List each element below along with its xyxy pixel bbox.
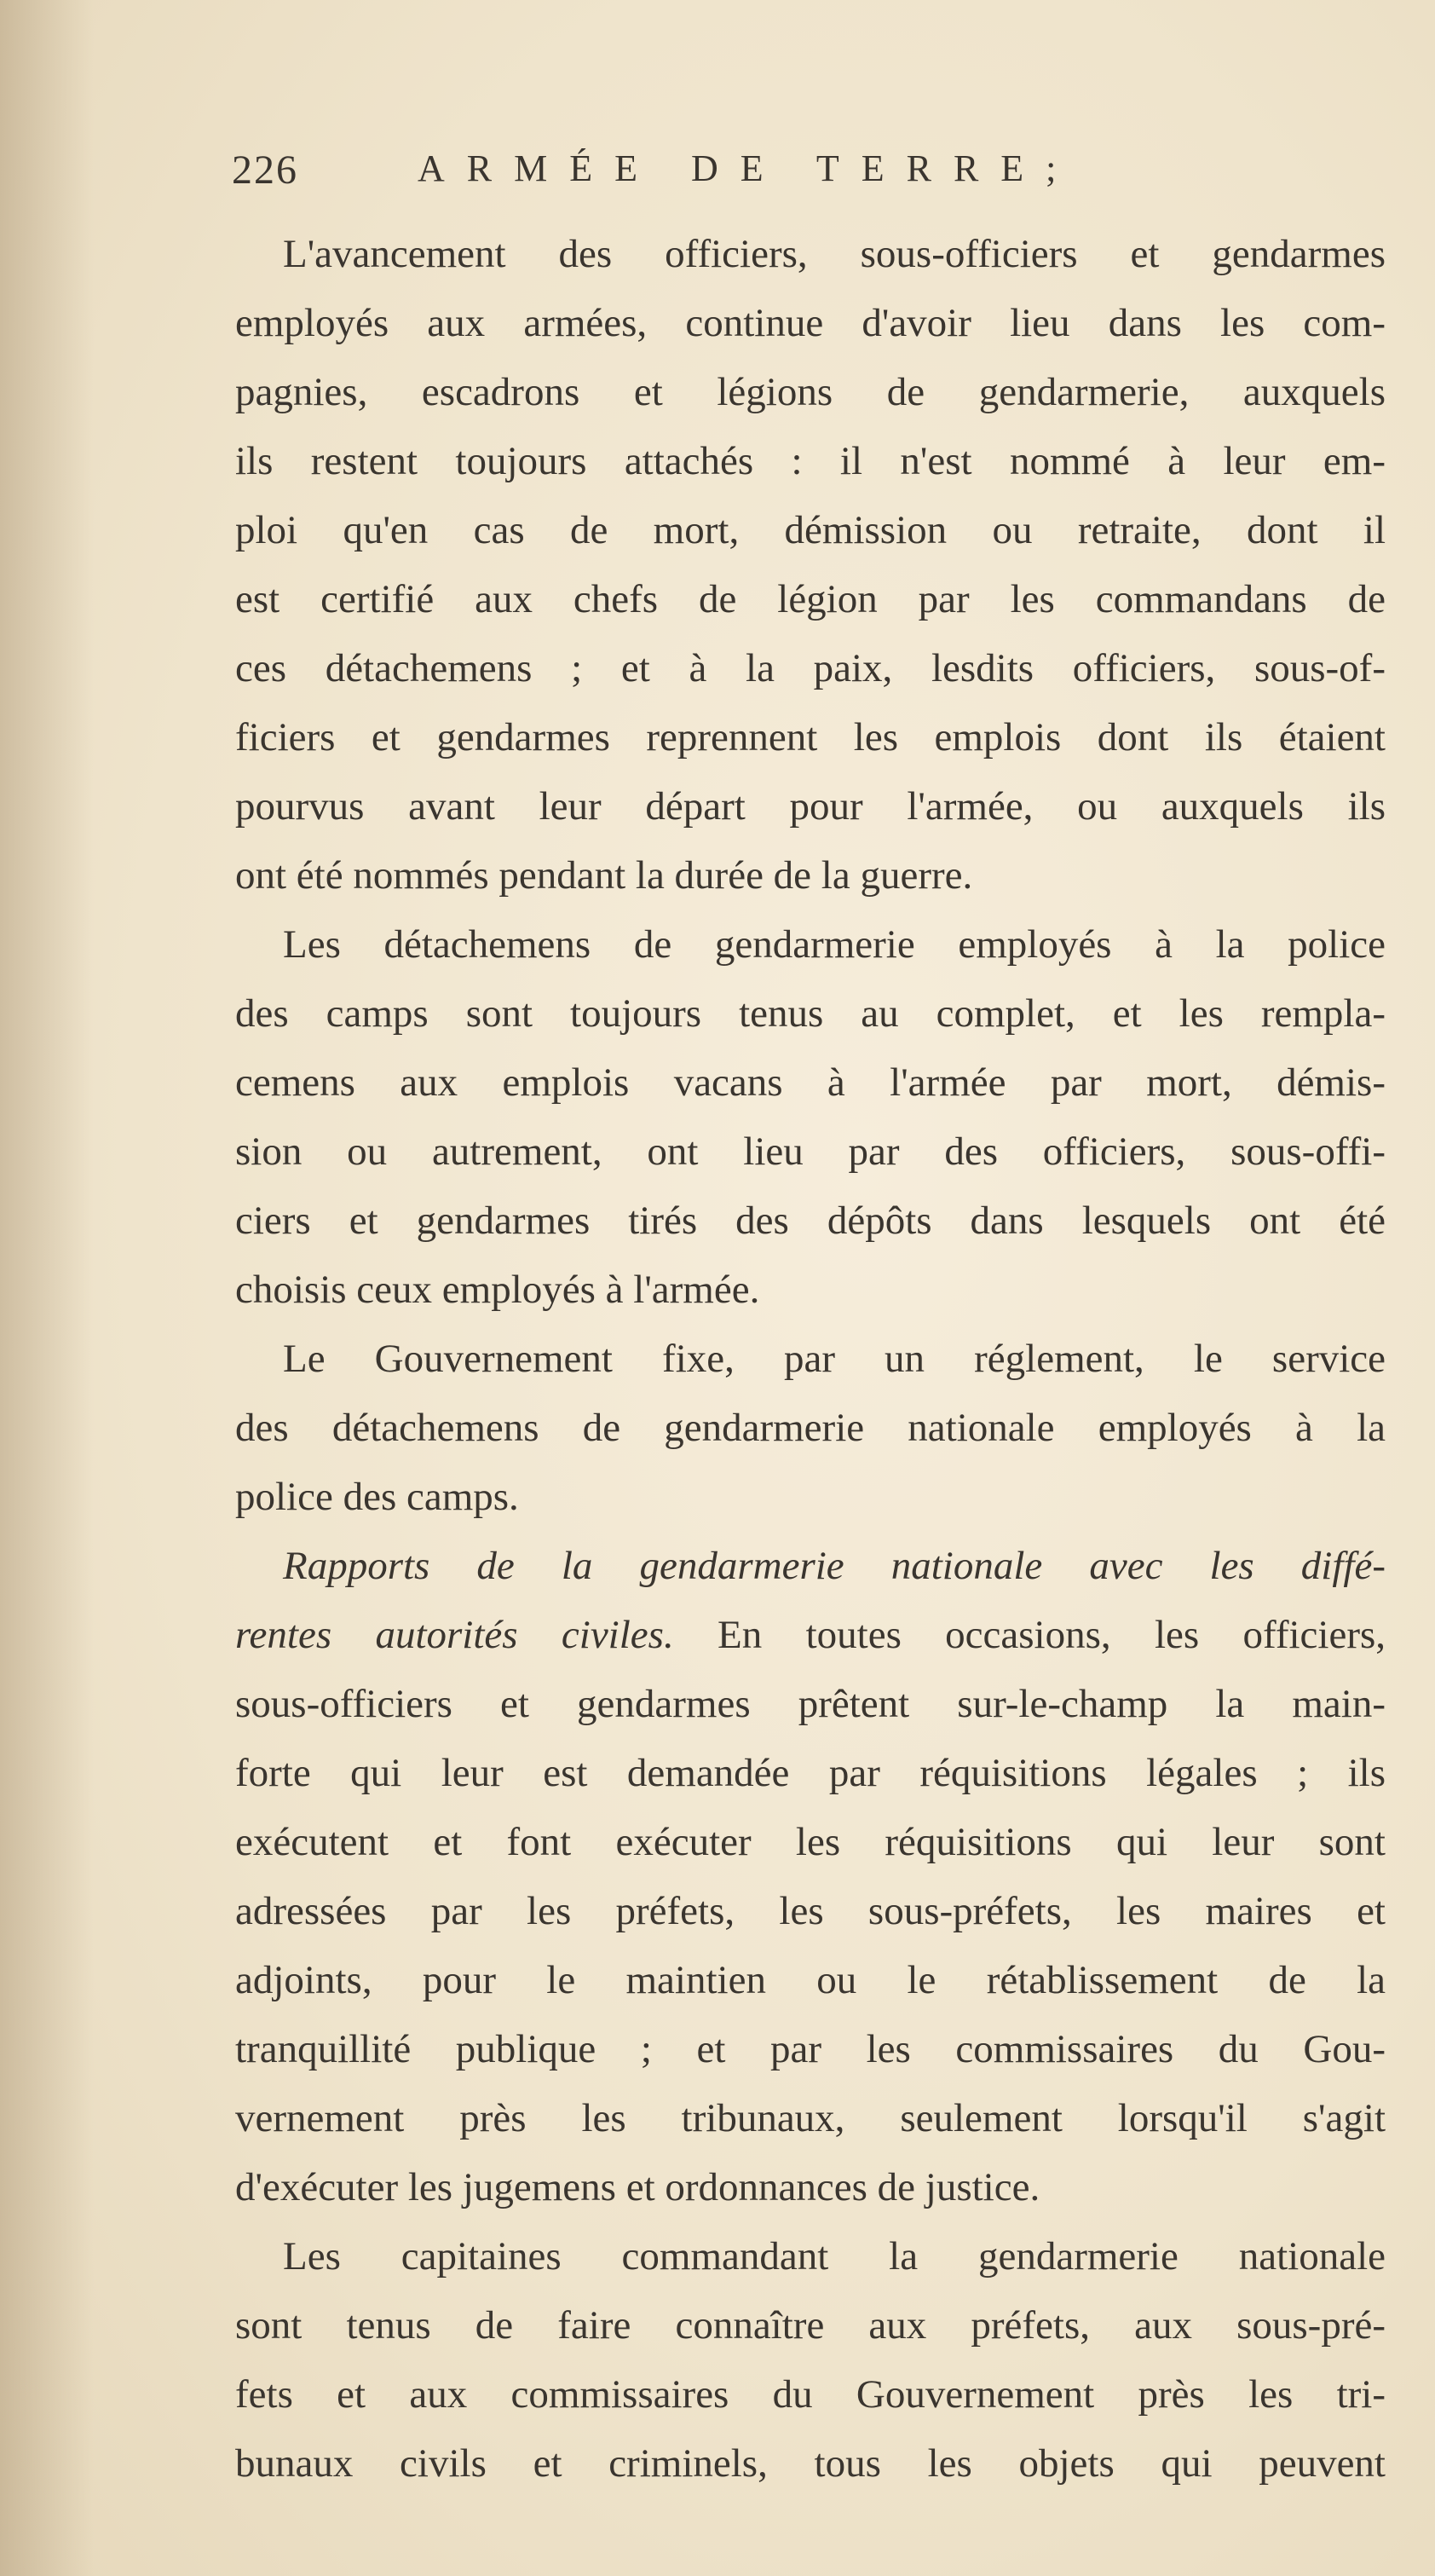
text-line: fets et aux commissaires du Gouvernement près les tri- — [235, 2372, 1386, 2417]
text-line: adjoints, pour le maintien ou le rétablissement de la — [235, 1958, 1386, 2002]
text-line: des détachemens de gendarmerie nationale employés à la — [235, 1406, 1386, 1450]
text-line: ils restent toujours attachés : il n'est nommé à leur em- — [235, 439, 1386, 483]
text-line: sous-officiers et gendarmes prêtent sur-le-champ la main- — [235, 1682, 1386, 1726]
text-line: sont tenus de faire connaître aux préfets, aux sous-pré- — [235, 2303, 1386, 2348]
text-line: ces détachemens ; et à la paix, lesdits officiers, sous-of- — [235, 646, 1386, 690]
text-line: ont été nommés pendant la durée de la guerre. — [235, 853, 973, 898]
running-head: ARMÉE DE TERRE; — [418, 147, 1079, 189]
text-line: vernement près les tribunaux, seulement lorsqu'il s'agit — [235, 2096, 1386, 2140]
text-line: adressées par les préfets, les sous-préfets, les maires et — [235, 1889, 1386, 1933]
text-line: employés aux armées, continue d'avoir lieu dans les com- — [235, 301, 1386, 345]
text-line: cemens aux emplois vacans à l'armée par mort, démis- — [235, 1060, 1386, 1105]
text-line: tranquillité publique ; et par les commissaires du Gou- — [235, 2027, 1386, 2071]
text-line: des camps sont toujours tenus au complet, et les rempla- — [235, 991, 1386, 1036]
text-line: Les capitaines commandant la gendarmerie nationale — [283, 2234, 1386, 2279]
body-text — [235, 220, 1386, 2498]
paragraph-4 — [235, 1532, 1386, 2222]
text-line: ficiers et gendarmes reprennent les emplois dont ils étaient — [235, 715, 1386, 760]
section-heading-line: rentes autorités civiles. — [235, 1613, 674, 1657]
text-line-fragment: En toutes occasions, les officiers, — [718, 1613, 1386, 1657]
page-number: 226 — [232, 147, 298, 193]
text-line: choisis ceux employés à l'armée. — [235, 1268, 760, 1312]
text-line: est certifié aux chefs de légion par les commandans de — [235, 577, 1386, 621]
paragraph-2 — [235, 910, 1386, 1325]
paragraph-5 — [235, 2222, 1386, 2498]
text-line: L'avancement des officiers, sous-officiers et gendarmes — [283, 232, 1386, 276]
paragraph-3 — [235, 1325, 1386, 1532]
text-line: bunaux civils et criminels, tous les objets qui peuvent — [235, 2441, 1386, 2486]
text-line: exécutent et font exécuter les réquisitions qui leur sont — [235, 1820, 1386, 1864]
text-line: d'exécuter les jugemens et ordonnances de justice. — [235, 2165, 1040, 2209]
section-heading-line: Rapports de la gendarmerie nationale avec les diffé- — [283, 1544, 1386, 1588]
text-line: pourvus avant leur départ pour l'armée, ou auxquels ils — [235, 784, 1386, 829]
gutter-shadow — [0, 0, 94, 2576]
text-line: ploi qu'en cas de mort, démission ou retraite, dont il — [235, 508, 1386, 552]
paragraph-1 — [235, 220, 1386, 910]
text-line: Le Gouvernement fixe, par un réglement, le service — [283, 1337, 1386, 1381]
text-line: ciers et gendarmes tirés des dépôts dans lesquels ont été — [235, 1198, 1386, 1243]
text-line: police des camps. — [235, 1475, 519, 1519]
text-line: Les détachemens de gendarmerie employés à la police — [283, 922, 1386, 967]
text-line: sion ou autrement, ont lieu par des officiers, sous-offi- — [235, 1129, 1386, 1174]
text-line: pagnies, escadrons et légions de gendarmerie, auxquels — [235, 370, 1386, 414]
text-line: forte qui leur est demandée par réquisitions légales ; ils — [235, 1751, 1386, 1795]
text-line — [235, 1601, 1386, 1670]
